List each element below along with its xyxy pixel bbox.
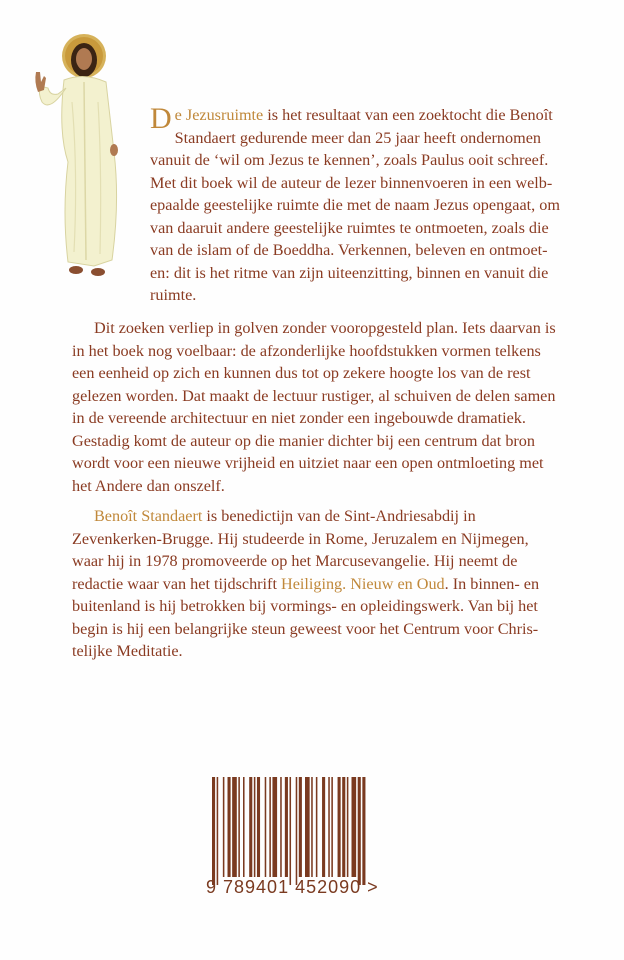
barcode-bar bbox=[362, 777, 365, 885]
paragraph-line: is benedictijn van de Sint-Andriesabdij in bbox=[202, 507, 476, 525]
intro-line: ruimte. bbox=[150, 286, 197, 304]
barcode-bar bbox=[352, 777, 357, 877]
barcode-bar bbox=[232, 777, 237, 877]
paragraph-line: begin is hij een belangrijke steun geweest voor het Centrum voor Chris- bbox=[72, 619, 539, 638]
barcode-bar bbox=[358, 777, 361, 885]
barcode-bar bbox=[249, 777, 252, 877]
book-title: e Jezusruimte bbox=[174, 106, 264, 124]
drop-cap: D bbox=[150, 102, 172, 135]
intro-line: van daaruit andere geestelijke ruimtes te ontmoeten, zoals die bbox=[150, 218, 549, 237]
paragraph-line: in het boek nog voelbaar: de afzonderlijke hoofdstukken vormen telkens bbox=[72, 341, 541, 360]
barcode-bar bbox=[285, 777, 288, 877]
barcode-bar bbox=[305, 777, 310, 877]
paragraph-line: wordt voor een nieuwe vrijheid en uitziet naar een open ontmloeting met bbox=[72, 454, 544, 472]
paragraph-line: in de vereende architectuur en niet zonder een ingebouwde dramatiek. bbox=[72, 409, 526, 427]
paragraph-line: buitenland is hij betrokken bij vormings- en opleidingswerk. Van bij het bbox=[72, 597, 538, 615]
paragraph-line: Gestadig komt de auteur op die manier dichter bij een centrum dat bron bbox=[72, 431, 535, 450]
author-name: Benoît Standaert bbox=[94, 507, 203, 525]
barcode-bar bbox=[316, 777, 318, 877]
paragraph-line: . In binnen- en bbox=[444, 574, 540, 593]
isbn-number: 9 789401 452090 > bbox=[206, 877, 379, 897]
barcode-bar bbox=[272, 777, 277, 877]
intro-line: epaalde geestelijke ruimte die met de naam Jezus opengaat, om bbox=[150, 196, 560, 214]
barcode-bar bbox=[212, 777, 215, 885]
barcode-bar bbox=[223, 777, 225, 877]
jesus-icon-figure bbox=[28, 32, 138, 284]
intro-line: Met dit boek wil de auteur de lezer binnenvoeren in een welb- bbox=[150, 173, 553, 192]
paragraph-line: Dit zoeken verliep in golven zonder vooropgesteld plan. Iets daarvan is bbox=[94, 319, 556, 337]
barcode-bar bbox=[228, 777, 231, 877]
intro-line: is het resultaat van een zoektocht die Benoît bbox=[263, 106, 553, 124]
barcode-bar bbox=[265, 777, 267, 877]
paragraph-line: telijke Meditatie. bbox=[72, 642, 183, 660]
intro-line: en: dit is het ritme van zijn uiteenzitting, binnen en vanuit die bbox=[150, 263, 549, 282]
barcode-bar bbox=[290, 777, 292, 885]
barcode-bar bbox=[338, 777, 341, 877]
barcode-bar bbox=[342, 777, 345, 877]
barcode-bar bbox=[299, 777, 302, 877]
journal-name: Heiliging. Nieuw en Oud bbox=[281, 574, 445, 593]
author-bio-paragraph bbox=[72, 505, 596, 663]
barcode-bar bbox=[331, 777, 333, 877]
barcode-bar bbox=[311, 777, 313, 877]
barcode-bar bbox=[254, 777, 256, 877]
barcode-bar bbox=[347, 777, 349, 877]
paragraph-line: gelezen worden. Dat maakt de lectuur rustiger, al schuiven de delen samen bbox=[72, 386, 556, 405]
paragraph-line: het Andere dan onszelf. bbox=[72, 476, 225, 495]
barcode-bar bbox=[217, 777, 219, 885]
intro-line: vanuit de ‘wil om Jezus te kennen’, zoals Paulus ooit schreef. bbox=[150, 151, 549, 169]
second-paragraph bbox=[72, 317, 596, 497]
isbn-barcode bbox=[206, 768, 420, 894]
barcode-bar bbox=[238, 777, 240, 877]
paragraph-line: een eenheid op zich en kunnen dus tot op zekere hoogte los van de rest bbox=[72, 364, 531, 382]
barcode-bar bbox=[243, 777, 245, 877]
intro-line: Standaert gedurende meer dan 25 jaar heeft ondernomen bbox=[174, 128, 541, 147]
paragraph-line: redactie waar van het tijdschrift bbox=[72, 574, 281, 593]
barcode-bar bbox=[280, 777, 282, 877]
intro-paragraph bbox=[150, 104, 606, 307]
barcode-bar bbox=[269, 777, 271, 877]
intro-line: van de islam of de Boeddha. Verkennen, beleven en ontmoet- bbox=[150, 241, 548, 259]
barcode-bar bbox=[296, 777, 298, 885]
barcode-bar bbox=[257, 777, 260, 877]
barcode-bar bbox=[328, 777, 330, 877]
paragraph-line: waar hij in 1978 promoveerde op het Marcusevangelie. Hij neemt de bbox=[72, 552, 518, 570]
barcode-bar bbox=[322, 777, 325, 877]
paragraph-line: Zevenkerken-Brugge. Hij studeerde in Rome, Jeruzalem en Nijmegen, bbox=[72, 529, 529, 548]
